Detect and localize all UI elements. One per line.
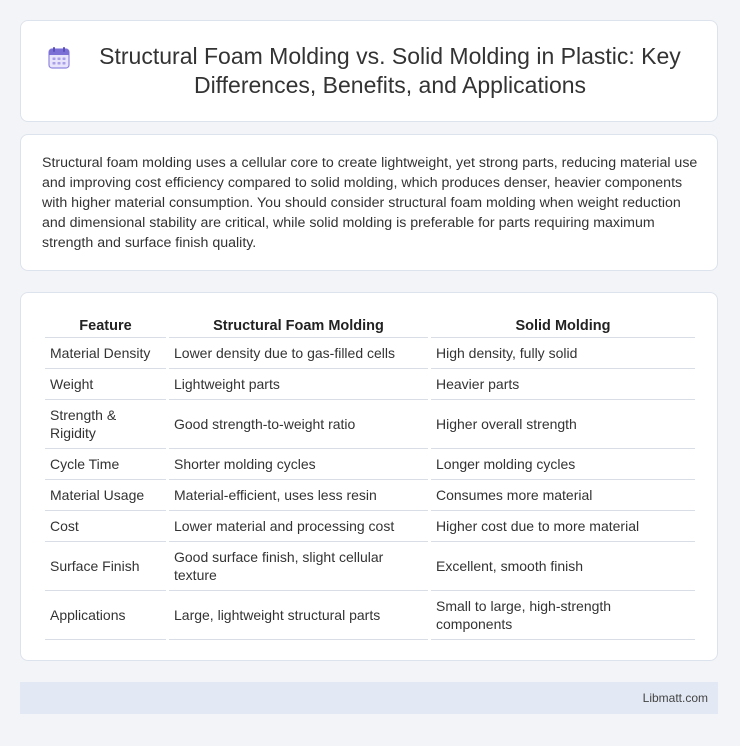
- feature-cell: Surface Finish: [45, 542, 166, 591]
- structural-foam-cell: Material-efficient, uses less resin: [169, 480, 428, 511]
- table-row: [45, 480, 695, 511]
- column-header-solid: Solid Molding: [431, 316, 695, 338]
- structural-foam-cell: Shorter molding cycles: [169, 449, 428, 480]
- solid-cell: Excellent, smooth finish: [431, 542, 695, 591]
- comparison-table: [42, 316, 698, 640]
- feature-cell: Cost: [45, 511, 166, 542]
- table-row: [45, 338, 695, 369]
- page-title: Structural Foam Molding vs. Solid Molding in Plastic: Key Differences, Benefits, and Applications: [99, 43, 681, 98]
- structural-foam-cell: Large, lightweight structural parts: [169, 591, 428, 640]
- column-header-structural-foam: Structural Foam Molding: [169, 316, 428, 338]
- table-header-row: [45, 316, 695, 338]
- solid-cell: Consumes more material: [431, 480, 695, 511]
- feature-cell: Weight: [45, 369, 166, 400]
- feature-cell: Applications: [45, 591, 166, 640]
- table-row: [45, 591, 695, 640]
- solid-cell: High density, fully solid: [431, 338, 695, 369]
- solid-cell: Small to large, high-strength components: [431, 591, 695, 640]
- table-row: [45, 511, 695, 542]
- feature-cell: Material Density: [45, 338, 166, 369]
- footer-brand[interactable]: Libmatt.com: [642, 691, 708, 705]
- solid-cell: Heavier parts: [431, 369, 695, 400]
- title-card: [20, 20, 718, 122]
- intro-paragraph: Structural foam molding uses a cellular core to create lightweight, yet strong parts, reducing material use and improving cost efficiency compared to solid molding, which produces denser, heavier components with higher material consumption. You should consider structural foam molding when weight reduction and dimensional stability are critical, while solid molding is preferable for parts requiring maximum strength and surface finish quality.: [42, 155, 698, 251]
- column-header-feature: Feature: [45, 316, 166, 338]
- footer: [20, 682, 718, 714]
- feature-cell: Material Usage: [45, 480, 166, 511]
- structural-foam-cell: Lower density due to gas-filled cells: [169, 338, 428, 369]
- comparison-card: [20, 292, 718, 661]
- table-row: [45, 400, 695, 449]
- feature-cell: Strength & Rigidity: [45, 400, 166, 449]
- structural-foam-cell: Lower material and processing cost: [169, 511, 428, 542]
- structural-foam-cell: Lightweight parts: [169, 369, 428, 400]
- structural-foam-cell: Good surface finish, slight cellular texture: [169, 542, 428, 591]
- intro-card: [20, 134, 718, 271]
- solid-cell: Higher cost due to more material: [431, 511, 695, 542]
- structural-foam-cell: Good strength-to-weight ratio: [169, 400, 428, 449]
- solid-cell: Higher overall strength: [431, 400, 695, 449]
- table-row: [45, 542, 695, 591]
- table-row: [45, 449, 695, 480]
- solid-cell: Longer molding cycles: [431, 449, 695, 480]
- table-row: [45, 369, 695, 400]
- feature-cell: Cycle Time: [45, 449, 166, 480]
